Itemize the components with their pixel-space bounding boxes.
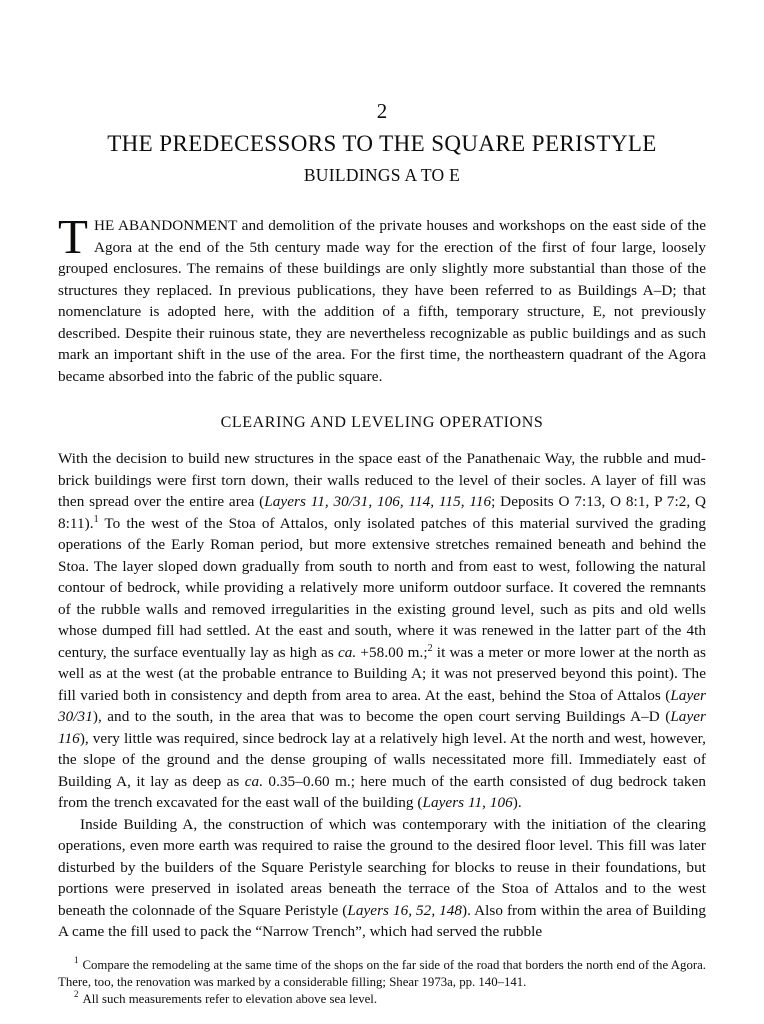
footnote-2-text: All such measurements refer to elevation above sea level. [82, 991, 378, 1006]
footnote-1 [58, 957, 706, 991]
intro-text: and demolition of the private houses and workshops on the east side of the Agora at the end of the 5th century made way for the erection of the first of four large, loosely grouped enclosures. The remains of these buildings are only slightly more substantial than those of the structures they replaced. In previous publications, they have been referred to as Buildings A–D; that nomenclature is adopted here, with the addition of a fifth, temporary structure, E, not previously described. Despite their ruinous state, they are nevertheless recognizable as public buildings and as such mark an important shift in the use of the area. For the first time, the northeastern quadrant of the Agora became absorbed into the fabric of the public square. [58, 217, 707, 385]
chapter-number: 2 [376, 99, 388, 123]
footnote-2 [58, 991, 706, 1008]
footnote-2-marker: 2 [74, 989, 79, 1000]
intro-lead-caps: HE ABANDONMENT [93, 217, 238, 234]
footnotes-block [58, 957, 706, 1008]
dropcap-letter: T [58, 209, 88, 264]
footnote-1-marker: 1 [74, 955, 79, 966]
footnote-1-text: Compare the remodeling at the same time of the shops on the far side of the road that borders the north end of the Agora. There, too, the renovation was marked by a considerable filling; Shear 1973a, pp. 140–141. [58, 957, 706, 989]
intro-paragraph [58, 209, 707, 387]
chapter-subtitle: BUILDINGS A TO E [303, 165, 461, 185]
body-paragraph-building-a: Inside Building A, the construction of which was contemporary with the initiation of the clearing operations, even more earth was required to raise the ground to the desired floor level. This fill was later disturbed by the builders of the Square Peristyle searching for blocks to reuse in their foundations, but portions were preserved in isolated areas beneath the terrace of the Stoa of Attalos and to the west beneath the colonnade of the Square Peristyle (Layers 16, 52, 148). Also from within the area of Building A came the fill used to pack the “Narrow Trench”, which had served the rubble [58, 815, 706, 940]
chapter-title: THE PREDECESSORS TO THE SQUARE PERISTYLE [107, 131, 657, 156]
body-paragraph-clearing: With the decision to build new structures in the space east of the Panathenaic Way, the rubble and mud-brick buildings were first torn down, their walls reduced to the level of their socles. A layer of fill was then spread over the entire area (Layers 11, 30/31, 106, 114, 115, 116; Deposits O 7:13, O 8:1, P 7:2, Q 8:11).$^1$ To the west of the Stoa of Attalos, only isolated patches of this material survived the grading operations of the Early Roman period, but more extensive stretches remained beneath and behind the Stoa. The layer sloped down gradually from south to north and from east to west, following the natural contour of bedrock, while providing a relatively more uniform outdoor surface. It covered the remnants of the rubble walls and removed irregularities in the existing ground level, such as pits and old wells whose dumped fill had settled. At the east and south, where it was renewed in the latter part of the 4th century, the surface eventually lay as high as ca. +58.00 m.;$^2$ it was a meter or more lower at the north as well as at the west (at the probable entrance to Building A; it was not preserved beyond this point). The fill varied both in consistency and depth from area to area. At the east, behind the Stoa of Attalos (Layer 30/31), and to the south, in the area that was to become the open court serving Buildings A–D (Layer 116), very little was required, since bedrock lay at a relatively high level. At the north and west, however, the slope of the ground and the dense grouping of walls necessitated more fill. Immediately east of Building A, it lay as deep as ca. 0.35–0.60 m.; here much of the earth consisted of dug bedrock taken from the trench excavated for the east wall of the building (Layers 11, 106). [58, 450, 707, 811]
section-heading: CLEARING AND LEVELING OPERATIONS [220, 414, 544, 431]
